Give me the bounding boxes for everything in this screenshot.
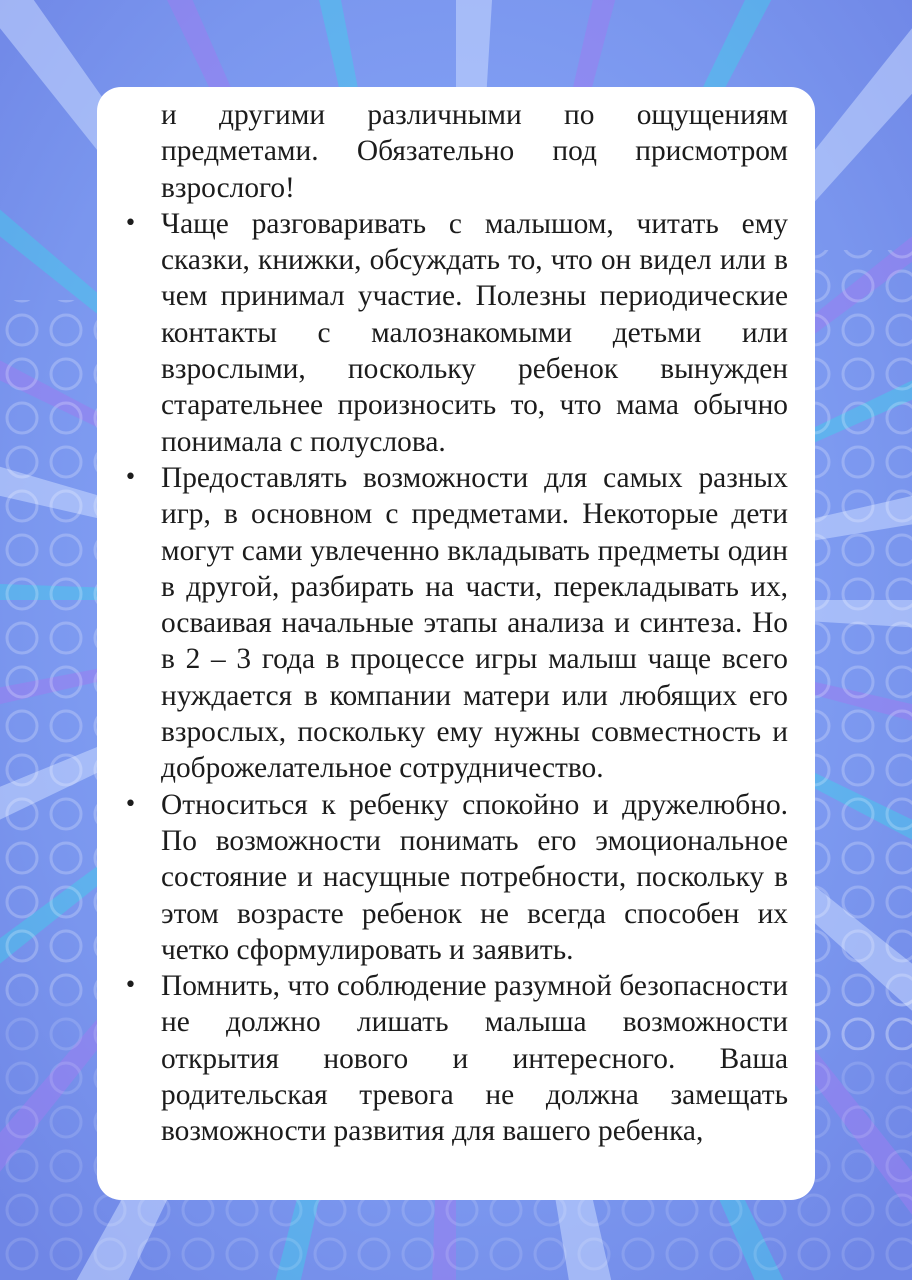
list-item	[124, 460, 788, 787]
list-item-text: Предоставлять возможности для самых разных игр, в основном с предметами. Некоторые дети могут сами увлеченно вкладывать предметы один в другой, разбирать на части, перекладывать их, осваивая начальные этапы анализа и синтеза. Но в 2 – 3 года в процессе игры малыш чаще всего нуждается в компании матери или любящих его взрослых, поскольку ему нужны совместность и доброжелательное сотрудничество.	[161, 461, 788, 785]
list-item	[124, 968, 788, 1149]
bullet-icon: •	[124, 464, 137, 490]
list-item-text: Чаще разговаривать с малышом, читать ему сказки, книжки, обсуждать то, что он видел или в чем принимал участие. Полезны периодические контакты с малознакомыми детьми или взрослыми, поскольку ребенок вынужден старательнее произносить то, что мама обычно понимала с полуслова.	[161, 207, 788, 458]
bullet-icon: •	[124, 791, 137, 817]
continuation-paragraph: и другими различными по ощущениям предметами. Обязательно под присмотром взрослого!	[161, 99, 788, 204]
bullet-icon: •	[124, 973, 137, 999]
bullet-list	[124, 206, 788, 1150]
text-card	[97, 87, 815, 1200]
list-item	[124, 206, 788, 460]
list-item-text: Относиться к ребенку спокойно и дружелюбно. По возможности понимать его эмоциональное состояние и насущные потребности, поскольку в этом возрасте ребенок не всегда способен их четко сформулировать и заявить.	[161, 788, 788, 966]
bullet-icon: •	[124, 210, 137, 236]
list-item	[124, 787, 788, 968]
list-item-text: Помнить, что соблюдение разумной безопасности не должно лишать малыша возможности открытия нового и интересного. Ваша родительская тревога не должна замещать возможности развития для вашего ребенка,	[161, 970, 788, 1148]
